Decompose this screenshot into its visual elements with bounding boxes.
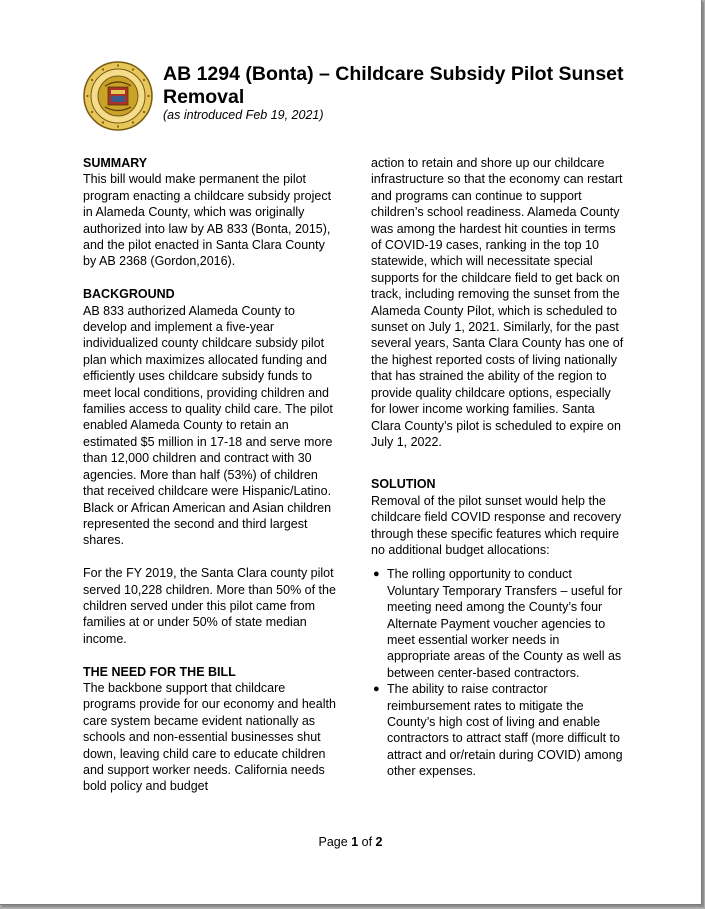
- left-column: [83, 155, 338, 795]
- solution-bullet-1: The rolling opportunity to conduct Voluntary Temporary Transfers – useful for meeting need among the County’s four Alternate Payment voucher agencies to meet essential worker needs in appropriate areas of the County as well as between center-based contractors.: [387, 567, 623, 680]
- need-text-right: action to retain and shore up our childcare infrastructure so that the economy can restart and programs can continue to support children’s school readiness. Alameda County was among the hardest hit counties in terms of COVID-19 cases, ranking in the top 10 statewide, which will necessitate special supports for the childcare field to get back on track, including removing the sunset from the Alameda County Pilot, which is scheduled to sunset on July 1, 2021. Similarly, for the past several years, Santa Clara County has one of the highest reported costs of living nationally that has strained the ability of the region to provide quality childcare options, especially for lower income working families. Santa Clara County’s pilot is scheduled to expire on July 1, 2022.: [371, 156, 624, 449]
- bullet-icon: ●: [373, 683, 380, 696]
- bullet-icon: ●: [373, 568, 380, 581]
- background-paragraph-1: AB 833 authorized Alameda County to develop and implement a five-year individualized county childcare subsidy pilot plan which maximizes allocated funding and efficiently uses childcare subsidy funds to meet local conditions, providing children and families access to quality child care. The pilot enabled Alameda County to retain an estimated $5 million in 17-18 and serve more than 12,000 children and contract with 30 agencies. More than half (53%) of children that received childcare were Hispanic/Latino. Black or African American and Asian children represented the second and third largest shares.: [83, 303, 333, 548]
- need-heading: THE NEED FOR THE BILL: [83, 664, 236, 679]
- solution-heading: SOLUTION: [371, 477, 436, 492]
- of-label: of: [361, 835, 373, 849]
- document-title: AB 1294 (Bonta) – Childcare Subsidy Pilot Sunset Removal: [163, 63, 624, 108]
- summary-text: This bill would make permanent the pilot program enacting a childcare subsidy project in Alameda County, which was originally authorized into law by AB 833 (Bonta, 2015), and the pilot enacted in Santa Clara County by AB 2368 (Gordon,2016).: [83, 172, 332, 269]
- background-heading: BACKGROUND: [83, 287, 175, 302]
- solution-text: Removal of the pilot sunset would help the childcare field COVID response and recovery through these specific features which require no additional budget allocations:: [371, 493, 622, 557]
- assembly-seal-icon: [83, 61, 153, 131]
- solution-bullet-list: [371, 566, 626, 779]
- page-label: Page: [318, 835, 348, 849]
- background-paragraph-2: For the FY 2019, the Santa Clara county pilot served 10,228 children. More than 50% of the children served under this pilot came from families at or under 50% of state median income.: [83, 566, 336, 646]
- need-text-left: The backbone support that childcare programs provide for our economy and health care system became evident nationally as schools and non-essential businesses shut down, leaving child care to educate children and support worker needs. California needs bold policy and budget: [83, 680, 336, 794]
- summary-heading: SUMMARY: [83, 156, 148, 170]
- total-pages-number: 2: [375, 835, 383, 849]
- list-item: [371, 681, 626, 779]
- page-footer: [0, 835, 701, 849]
- right-column: [371, 155, 626, 780]
- current-page-number: 1: [351, 835, 359, 849]
- document-subtitle: (as introduced Feb 19, 2021): [163, 108, 324, 122]
- list-item: [371, 566, 626, 681]
- solution-bullet-2: The ability to raise contractor reimbursement rates to mitigate the County’s high cost of living and enable contractors to attract staff (more difficult to attract and or/retain during COVID) among other expenses.: [387, 682, 623, 779]
